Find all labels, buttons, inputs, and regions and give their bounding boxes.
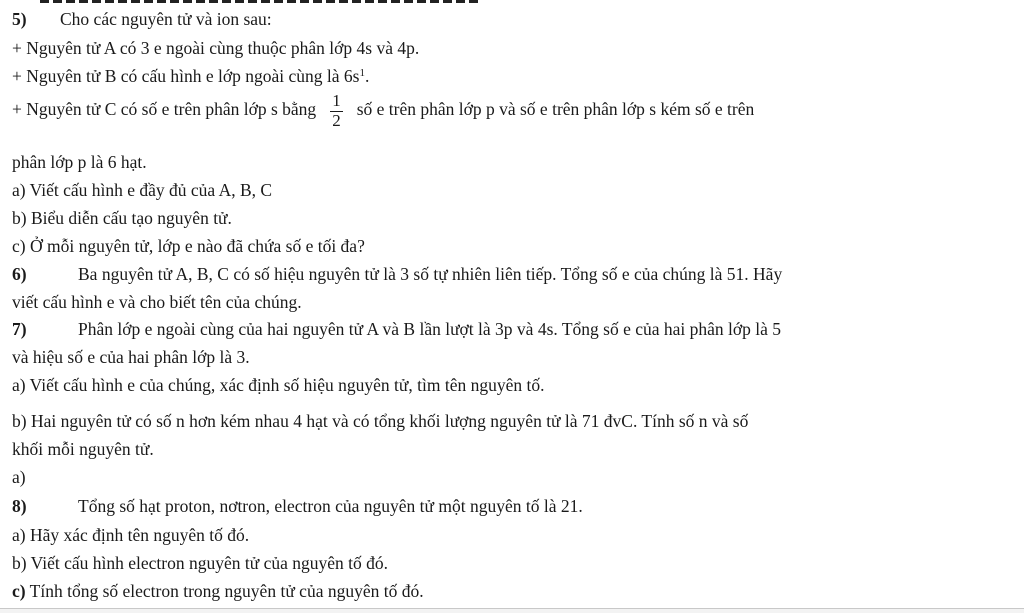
q5-atom-b-text: + Nguyên tử B có cấu hình e lớp ngoài cùng là 6s — [12, 66, 360, 86]
q7-statement: Phân lớp e ngoài cùng của hai nguyên tử A và B lần lượt là 3p và 4s. Tổng số e của hai phân lớp là 5 — [78, 319, 782, 339]
q5-part-b: b) Biểu diễn cấu tạo nguyên tử. — [12, 208, 232, 228]
q8-part-c-label: c) — [12, 581, 26, 601]
q5-part-c: c) Ở mỗi nguyên tử, lớp e nào đã chứa số e tối đa? — [12, 236, 365, 256]
q7-continued: và hiệu số e của hai phân lớp là 3. — [12, 347, 250, 367]
q5-part-a: a) Viết cấu hình e đầy đủ của A, B, C — [12, 180, 273, 200]
fraction-denominator: 2 — [332, 110, 341, 130]
q5-atom-c-text: + Nguyên tử C có số e trên phân lớp s bằng — [12, 99, 317, 120]
q6-continued: viết cấu hình e và cho biết tên của chúng. — [12, 292, 302, 312]
q5-number: 5) — [12, 9, 27, 29]
q8-part-c-text: Tính tổng số electron trong nguyên tử của nguyên tố đó. — [25, 581, 424, 601]
q8-part-b: b) Viết cấu hình electron nguyên tử của nguyên tố đó. — [12, 553, 388, 573]
q5-atom-b — [12, 65, 369, 87]
q5-atom-b-period: . — [364, 66, 370, 86]
q5-atom-c — [12, 92, 754, 130]
page-bottom-edge — [0, 608, 1024, 613]
q8-part-c — [12, 580, 424, 602]
cropped-previous-line — [40, 0, 480, 3]
q5-title: Cho các nguyên tử và ion sau: — [60, 9, 272, 29]
q7-part-b-continued: khối mỗi nguyên tử. — [12, 439, 154, 459]
fraction-one-half — [330, 92, 343, 130]
q6-text — [12, 263, 782, 285]
q8-number: 8) — [12, 496, 27, 516]
q8-statement: Tổng số hạt proton, nơtron, electron của nguyên tử một nguyên tố là 21. — [78, 496, 583, 516]
q5-atom-c-text-post: số e trên phân lớp p và số e trên phân lớp s kém số e trên — [356, 99, 755, 120]
q5-heading — [12, 8, 272, 30]
q5-atom-a: + Nguyên tử A có 3 e ngoài cùng thuộc phân lớp 4s và 4p. — [12, 38, 420, 58]
q5-atom-b-superscript: 1 — [359, 66, 365, 79]
q7-part-b: b) Hai nguyên tử có số n hơn kém nhau 4 hạt và có tổng khối lượng nguyên tử là 71 đvC. Tính số n và số — [12, 411, 749, 431]
q6-statement: Ba nguyên tử A, B, C có số hiệu nguyên tử là 3 số tự nhiên liên tiếp. Tổng số e của chúng là 51. Hãy — [78, 264, 783, 284]
q6-number: 6) — [12, 264, 27, 284]
q7-part-a2: a) — [12, 467, 26, 487]
q5-atom-c-continued: phân lớp p là 6 hạt. — [12, 152, 147, 172]
fraction-numerator: 1 — [332, 91, 341, 110]
q8-text — [12, 495, 583, 517]
q7-text — [12, 318, 781, 340]
q7-number: 7) — [12, 319, 27, 339]
q7-part-a: a) Viết cấu hình e của chúng, xác định số hiệu nguyên tử, tìm tên nguyên tố. — [12, 375, 545, 395]
q8-part-a: a) Hãy xác định tên nguyên tố đó. — [12, 525, 250, 545]
